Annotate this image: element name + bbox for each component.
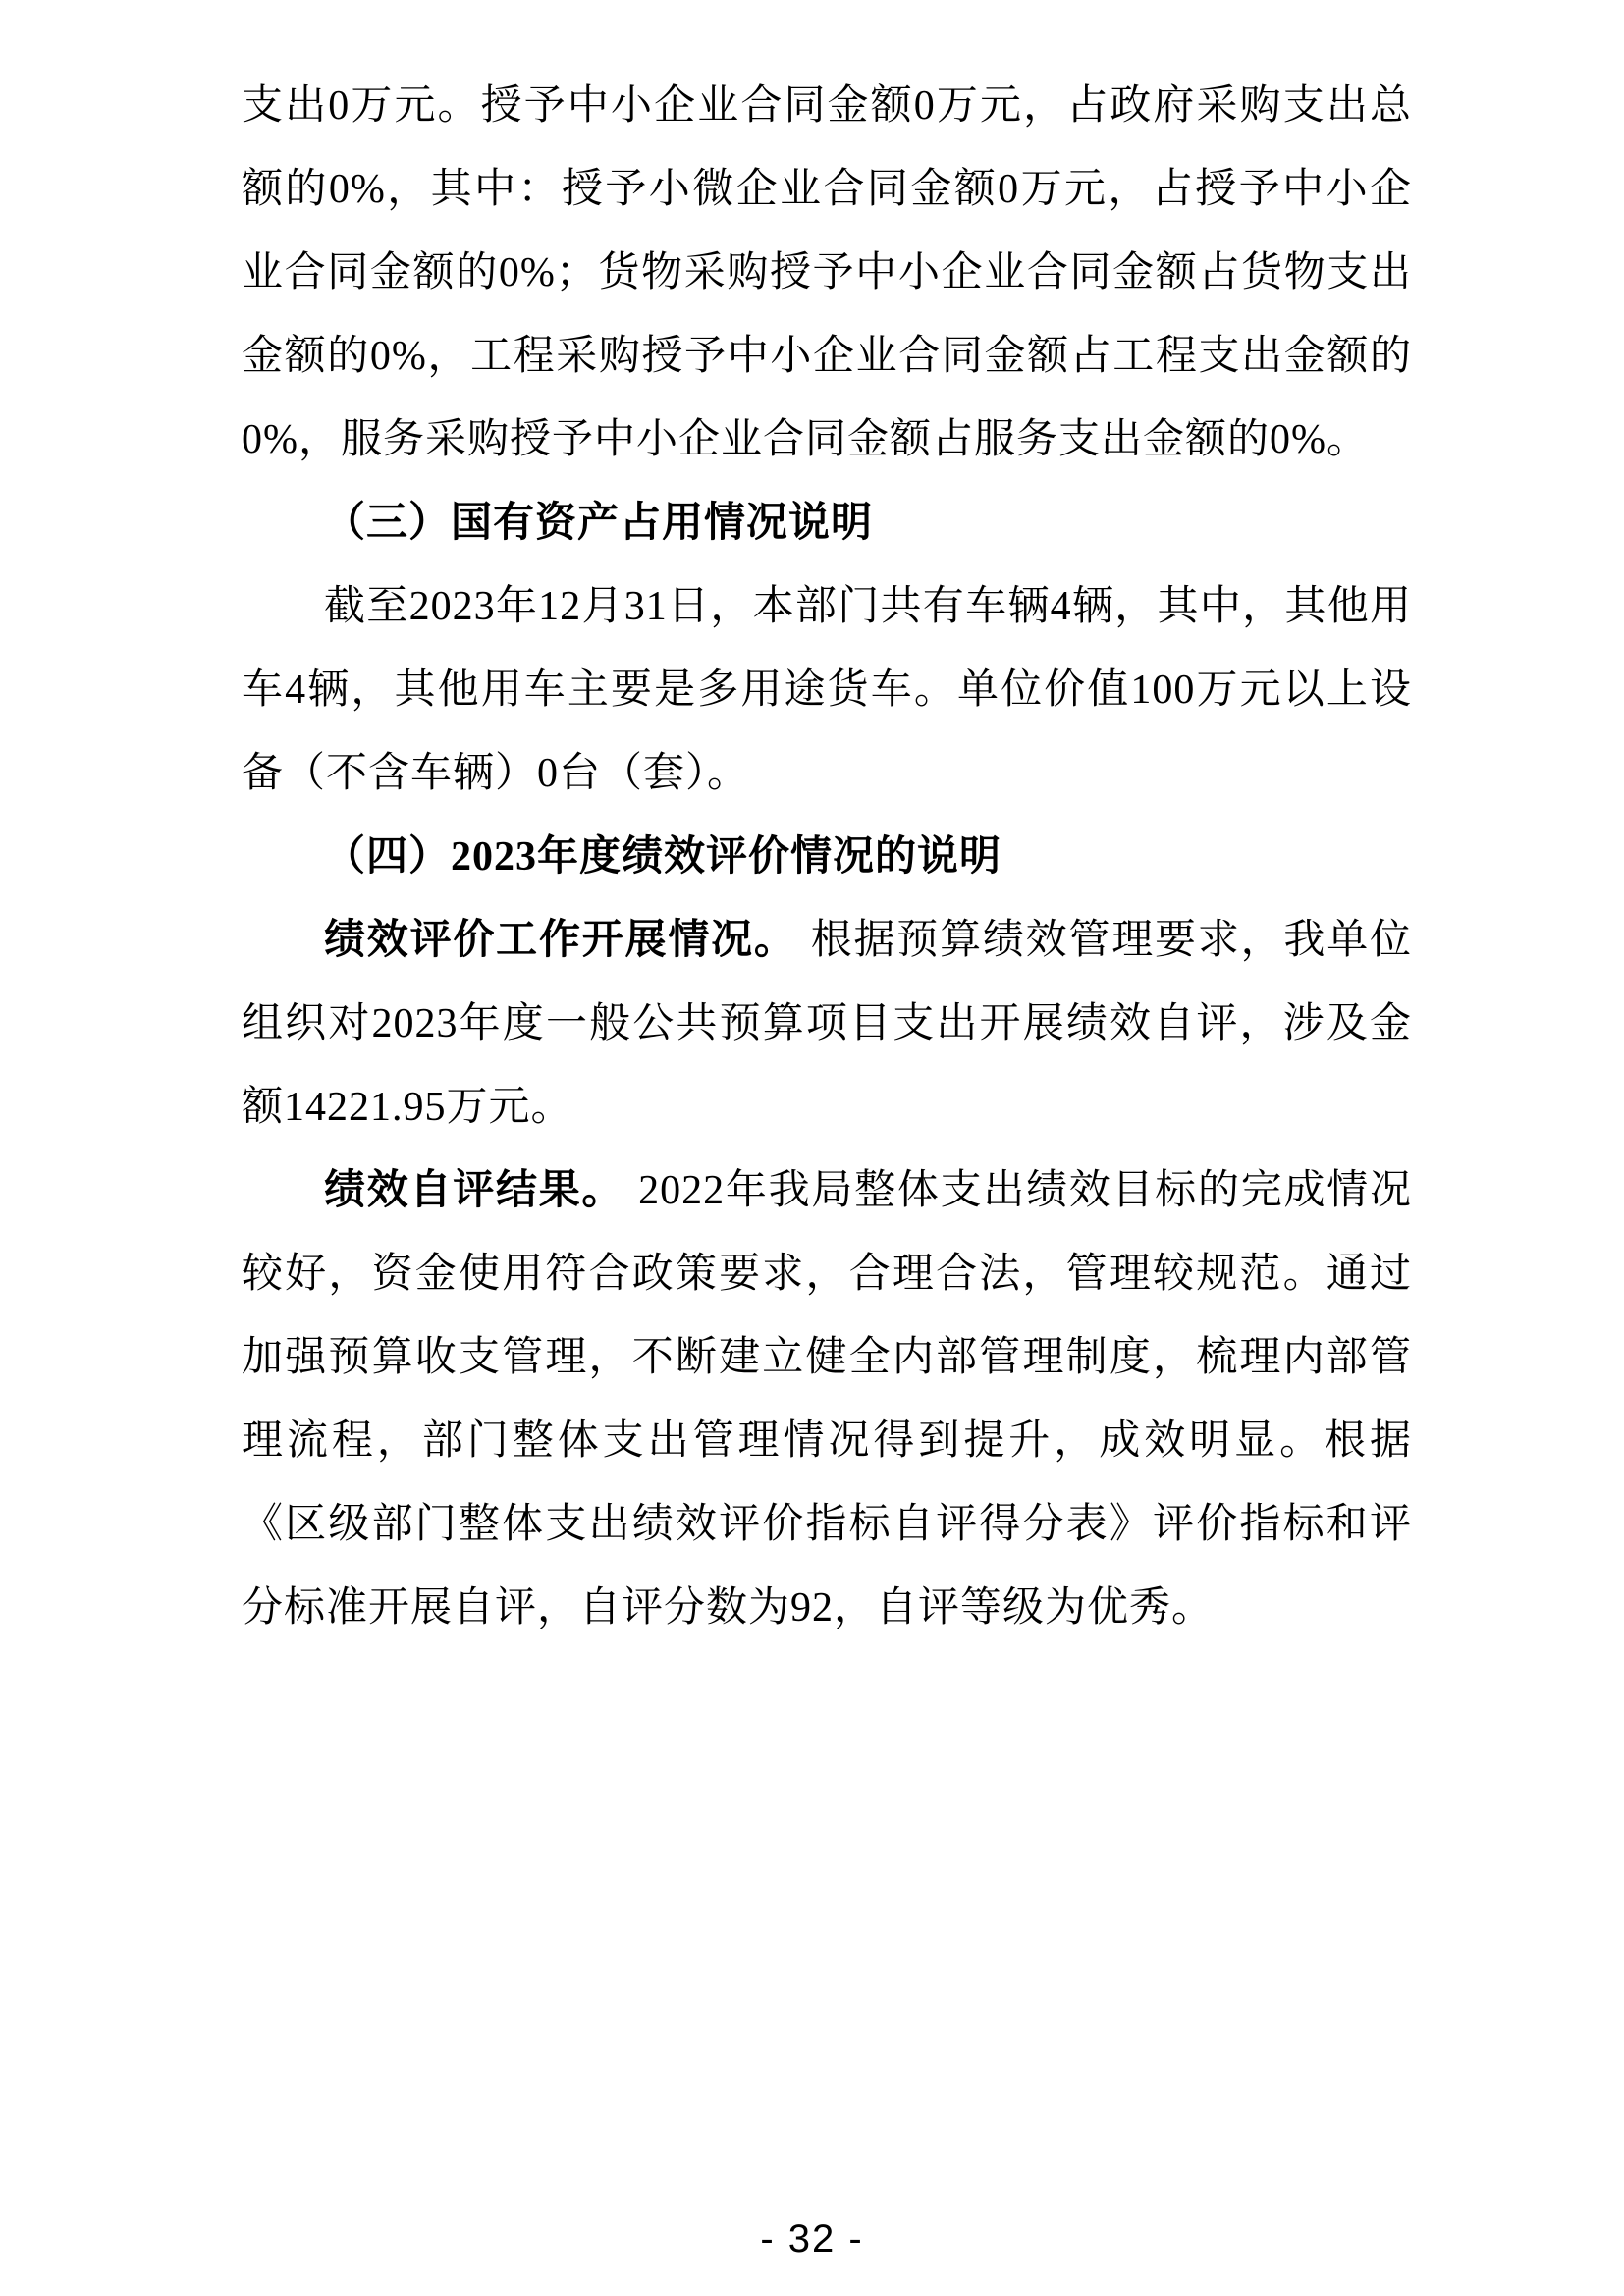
- section-heading-state-assets: （三）国有资产占用情况说明: [324, 501, 874, 546]
- paragraph-evaluation-work: [242, 899, 1412, 1149]
- paragraph-text-self-evaluation-result: 2022年我局整体支出绩效目标的完成情况较好，资金使用符合政策要求，合理合法，管理较规范。通过加强预算收支管理，不断建立健全内部管理制度，梳理内部管理流程，部门整体支出管理情况得到提升，成效明显。根据《区级部门整体支出绩效评价指标自评得分表》评价指标和评分标准开展自评，自评分数为92，自评等级为优秀。: [242, 1168, 1412, 1630]
- paragraph-state-assets: 截至2023年12月31日，本部门共有车辆4辆，其中，其他用车4辆，其他用车主要是多用途货车。单位价值100万元以上设备（不含车辆）0台（套）。: [242, 584, 1412, 796]
- paragraph-lead-evaluation-work: 绩效评价工作开展情况。: [324, 918, 797, 963]
- paragraph-text-evaluation-work: 根据预算绩效管理要求，我单位组织对2023年度一般公共预算项目支出开展绩效自评，涉及金额14221.95万元。: [242, 918, 1412, 1130]
- document-body: [242, 65, 1412, 1650]
- page-number: - 32 -: [760, 2217, 864, 2261]
- paragraph-lead-self-evaluation-result: 绩效自评结果。: [324, 1168, 625, 1213]
- paragraph-self-evaluation-result: [242, 1149, 1412, 1650]
- paragraph-procurement-continuation: 支出0万元。授予中小企业合同金额0万元，占政府采购支出总额的0%，其中：授予小微企业合同金额0万元，占授予中小企业合同金额的0%；货物采购授予中小企业合同金额占货物支出金额的0%，工程采购授予中小企业合同金额占工程支出金额的0%，服务采购授予中小企业合同金额占服务支出金额的0%。: [242, 83, 1412, 462]
- section-heading-performance-evaluation: （四）2023年度绩效评价情况的说明: [324, 834, 1002, 880]
